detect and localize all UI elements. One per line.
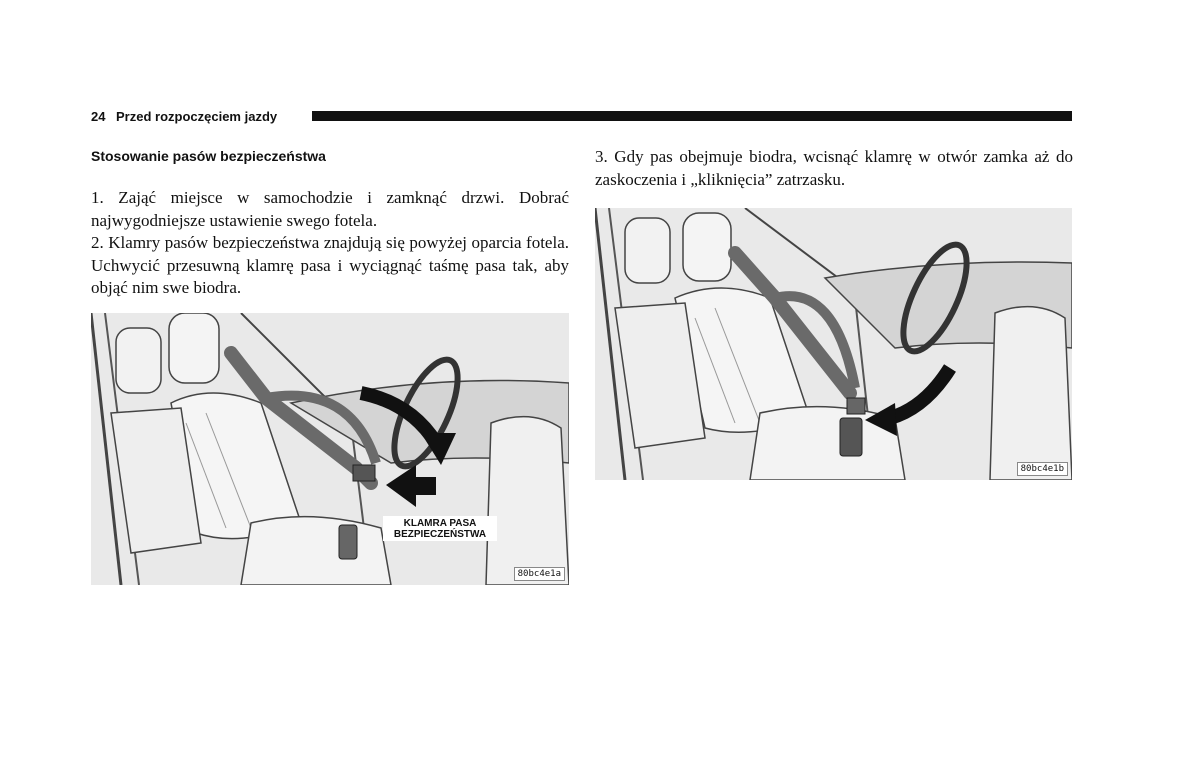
callout-line-1: KLAMRA PASA [403, 518, 477, 529]
buckle-callout-label [383, 516, 497, 541]
paragraph-step-3: 3. Gdy pas obejmuje biodra, wcisnąć klamrę w otwór zamka aż do zaskoczenia i „kliknięcia” zatrzasku. [595, 147, 1073, 189]
page-header [91, 108, 1072, 128]
header-title: Przed rozpoczęciem jazdy [116, 109, 278, 124]
seat-illustration-b [595, 208, 1072, 480]
callout-line-2: BEZPIECZEŃSTWA [393, 529, 487, 540]
figure-code-a: 80bc4e1a [514, 567, 565, 581]
figure-code-b: 80bc4e1b [1017, 462, 1068, 476]
paragraph-step-1: 1. Zająć miejsce w samochodzie i zamknąć drzwi. Dobrać najwygodniejsze ustawienie swego fotela. [91, 188, 569, 230]
figure-seatbelt-buckle [595, 208, 1072, 480]
page-number: 24 [91, 109, 106, 124]
header-rule [312, 111, 1072, 121]
section-heading: Stosowanie pasów bezpieczeństwa [91, 148, 326, 164]
paragraph-step-2: 2. Klamry pasów bezpieczeństwa znajdują się powyżej oparcia fotela. Uchwycić przesuwną klamrę pasa i wyciągnąć taśmę pasa tak, aby objąć nim swe biodra. [91, 233, 569, 297]
figure-seatbelt-pull [91, 313, 569, 585]
seat-illustration-a [91, 313, 569, 585]
